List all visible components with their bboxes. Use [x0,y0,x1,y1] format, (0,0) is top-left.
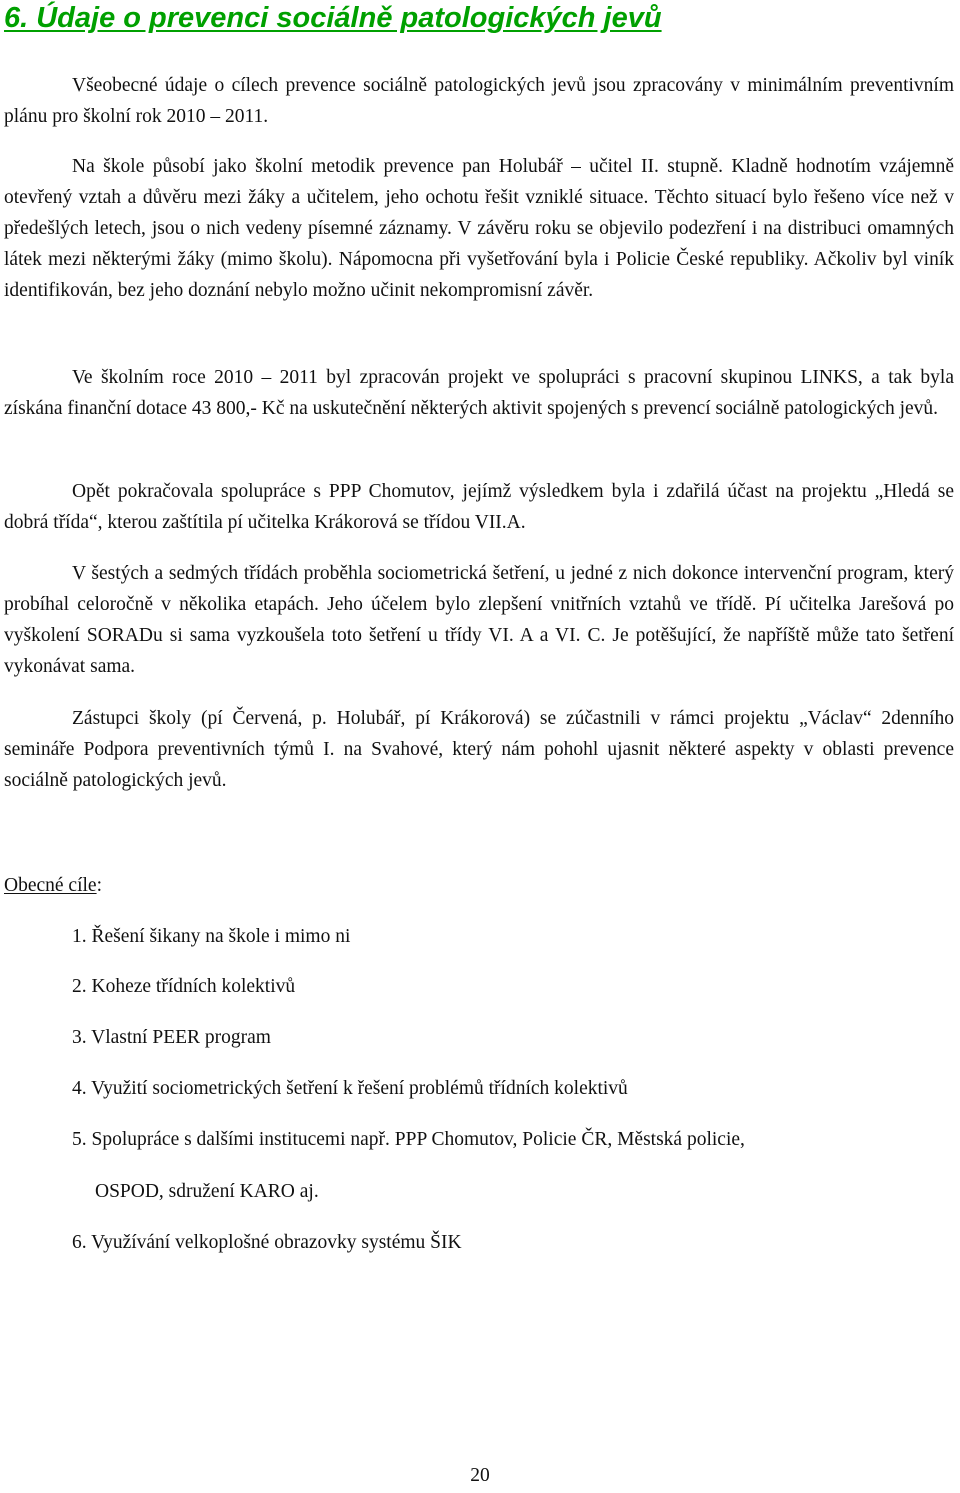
section-heading: 6. Údaje o prevenci sociálně patologických jevů [4,2,662,34]
paragraph-ppp-cooperation: Opět pokračovala spolupráce s PPP Chomutov, jejímž výsledkem byla i zdařilá účast na projektu „Hledá se dobrá třída“, kterou zaštítila pí učitelka Krákorová se třídou VII.A. [4,481,954,533]
paragraph-sociometric-survey: V šestých a sedmých třídách proběhla sociometrická šetření, u jedné z nich dokonce intervenční program, který probíhal celoročně v několika etapách. Jeho účelem bylo zlepšení vnitřních vztahů ve třídě. Pí učitelka Jarešová po vyškolení SORADu si sama vyzkoušela toto šetření u třídy VI. A a VI. C. Je potěšující, že napříště může tato šetření vykonávat sama. [4,563,954,677]
paragraph-links-project: Ve školním roce 2010 – 2011 byl zpracován projekt ve spolupráci s pracovní skupinou LINKS, a tak byla získána finanční dotace 43 800,- Kč na uskutečnění některých aktivit spojených s prevencí sociálně patologických jevů. [4,367,954,419]
goals-title-colon: : [96,875,102,896]
goal-item: 5. Spolupráce s dalšími institucemi např. PPP Chomutov, Policie ČR, Městská policie, [72,1129,745,1150]
goal-item: 6. Využívání velkoplošné obrazovky systému ŠIK [72,1232,462,1253]
goal-item: 2. Koheze třídních kolektivů [72,976,296,997]
paragraph-school-methodologist: Na škole působí jako školní metodik prevence pan Holubář – učitel II. stupně. Kladně hodnotím vzájemně otevřený vztah a důvěru mezi žáky a učitelem, jeho ochotu řešit vzniklé situace. Těchto situací bylo řešeno více než v předešlých letech, jsou o nich vedeny písemné záznamy. V závěru roku se objevilo podezření i na distribuci omamných látek mezi některými žáky (mimo školu). Nápomocna při vyšetřování byla i Policie České republiky. Ačkoliv byl viník identifikován, bez jeho doznání nebylo možno učinit nekompromisní závěr. [4,156,954,301]
goal-item-continuation: OSPOD, sdružení KARO aj. [95,1181,319,1202]
goals-title-text: Obecné cíle [4,875,97,896]
paragraph-general-info: Všeobecné údaje o cílech prevence sociálně patologických jevů jsou zpracovány v minimálním preventivním plánu pro školní rok 2010 – 2011. [4,75,954,127]
goal-item: 1. Řešení šikany na škole i mimo ni [72,926,351,947]
page-number: 20 [470,1465,490,1486]
goal-item: 4. Využití sociometrických šetření k řešení problémů třídních kolektivů [72,1078,628,1099]
paragraph-seminar: Zástupci školy (pí Červená, p. Holubář, pí Krákorová) se zúčastnili v rámci projektu „Václav“ 2denního semináře Podpora preventivních týmů I. na Svahové, který nám pohohl ujasnit některé aspekty v oblasti prevence sociálně patologických jevů. [4,708,954,791]
goal-item: 3. Vlastní PEER program [72,1027,271,1048]
goals-title [4,870,102,901]
